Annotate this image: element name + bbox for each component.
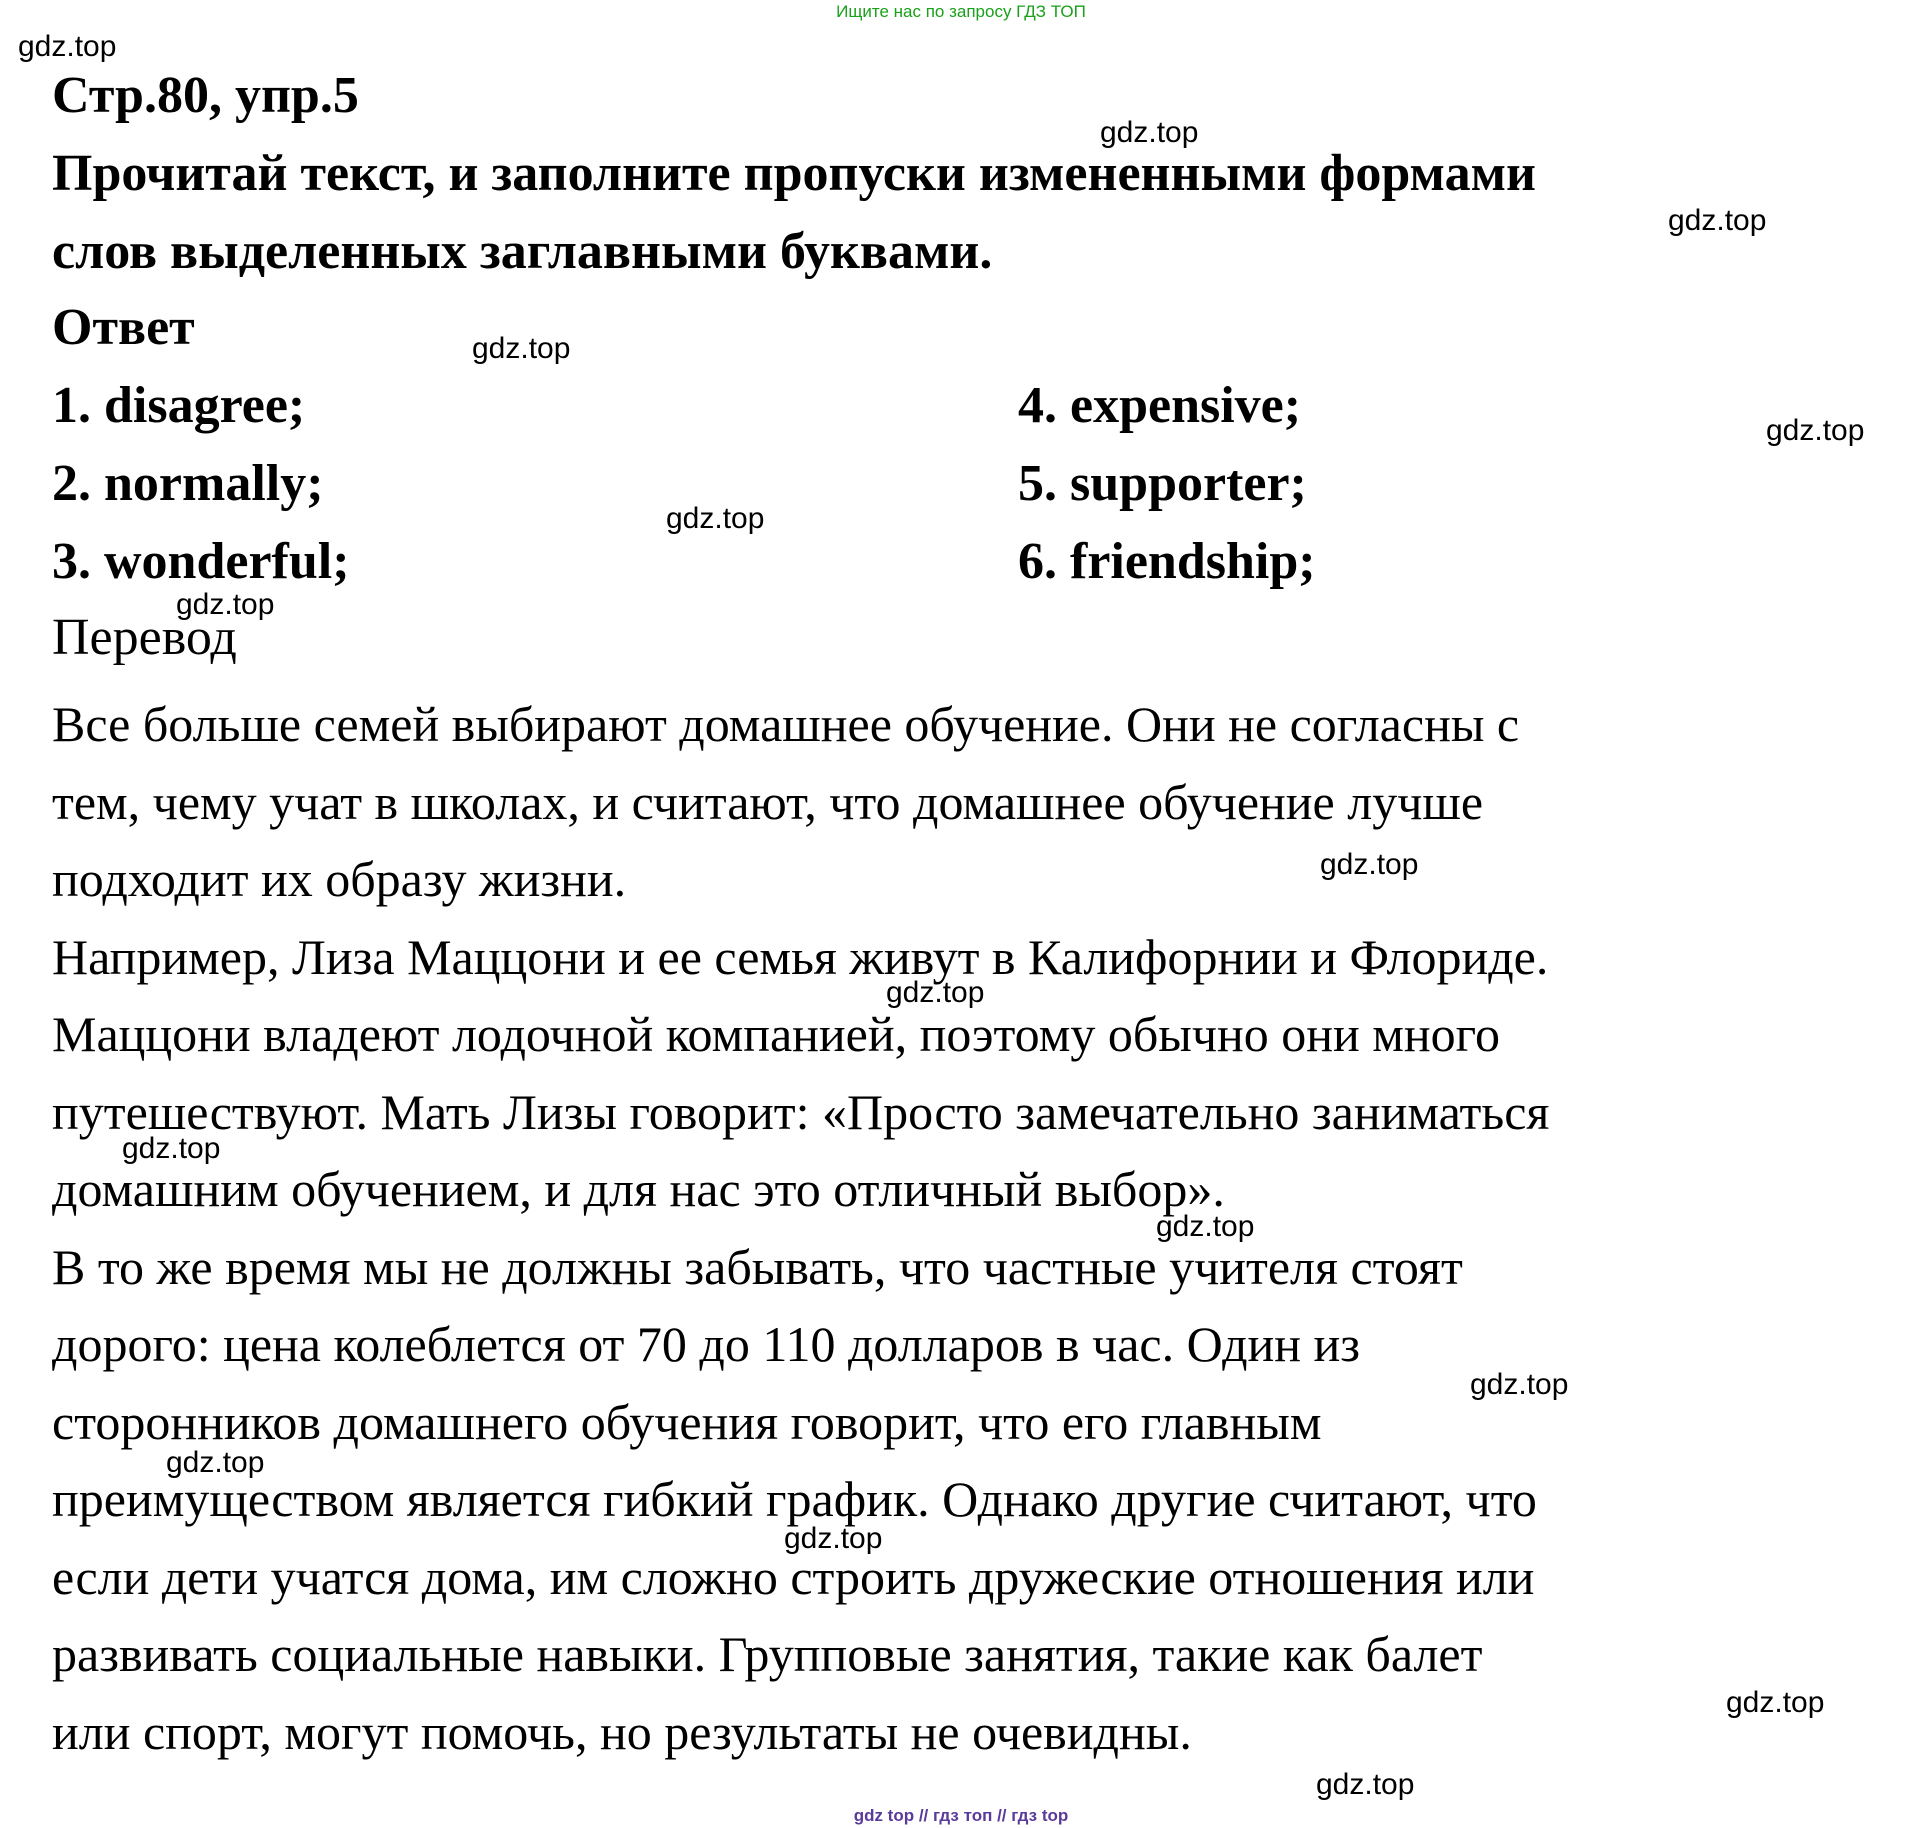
watermark: gdz.top <box>1766 414 1865 447</box>
watermark: gdz.top <box>472 332 571 365</box>
translation-text <box>52 686 1882 1771</box>
answer-item: 5. supporter; <box>1018 455 1307 512</box>
translation-title: Перевод <box>52 609 237 666</box>
translation-line: или спорт, могут помочь, но результаты не очевидны. <box>52 1703 1192 1760</box>
translation-line: домашним обучением, и для нас это отличный выбор». <box>52 1161 1225 1217</box>
watermark: gdz.top <box>1320 848 1419 881</box>
answer-item: 3. wonderful; <box>52 533 350 590</box>
watermark: gdz.top <box>784 1522 883 1555</box>
watermark: gdz.top <box>122 1132 221 1165</box>
watermark: gdz.top <box>886 976 985 1009</box>
watermark: gdz.top <box>1726 1686 1825 1719</box>
translation-line: тем, чему учат в школах, и считают, что домашнее обучение лучше <box>52 773 1484 830</box>
translation-line: Все больше семей выбирают домашнее обучение. Они не согласны с <box>52 696 1520 752</box>
translation-line: В то же время мы не должны забывать, что частные учителя стоят <box>52 1238 1463 1295</box>
instruction-line-2: слов выделенных заглавными буквами. <box>52 223 993 280</box>
watermark: gdz.top <box>1316 1768 1415 1801</box>
answer-item: 6. friendship; <box>1018 533 1316 590</box>
translation-line: Маццони владеют лодочной компанией, поэтому обычно они много <box>52 1006 1500 1062</box>
translation-line: развивать социальные навыки. Групповые занятия, такие как балет <box>52 1626 1483 1682</box>
translation-line: преимуществом является гибкий график. Однако другие считают, что <box>52 1471 1537 1527</box>
watermark: gdz.top <box>1100 116 1199 149</box>
answer-item: 1. disagree; <box>52 377 306 434</box>
translation-line: дорого: цена колеблется от 70 до 110 долларов в час. Один из <box>52 1316 1361 1372</box>
instruction-line-1: Прочитай текст, и заполните пропуски измененными формами <box>52 145 1536 202</box>
watermark: gdz.top <box>18 30 117 63</box>
watermark: gdz.top <box>666 502 765 535</box>
page-title: Стр.80, упр.5 <box>52 67 359 124</box>
translation-line: подходит их образу жизни. <box>52 851 627 907</box>
watermark: gdz.top <box>1470 1368 1569 1401</box>
watermark: gdz.top <box>166 1446 265 1479</box>
footer: gdz top // гдз топ // гдз top <box>853 1806 1069 1825</box>
translation-line: сторонников домашнего обучения говорит, что его главным <box>52 1393 1322 1450</box>
answer-label: Ответ <box>52 299 195 356</box>
watermark: gdz.top <box>1668 204 1767 237</box>
watermark: gdz.top <box>176 588 275 621</box>
answer-item: 4. expensive; <box>1018 377 1302 434</box>
translation-line: путешествуют. Мать Лизы говорит: «Просто замечательно заниматься <box>52 1083 1550 1140</box>
top-banner: Ищите нас по запросу ГДЗ ТОП <box>836 2 1086 21</box>
translation-line: если дети учатся дома, им сложно строить дружеские отношения или <box>52 1548 1535 1605</box>
translation-line: Например, Лиза Маццони и ее семья живут в Калифорнии и Флориде. <box>52 928 1549 985</box>
watermark: gdz.top <box>1156 1210 1255 1243</box>
answer-item: 2. normally; <box>52 455 324 512</box>
